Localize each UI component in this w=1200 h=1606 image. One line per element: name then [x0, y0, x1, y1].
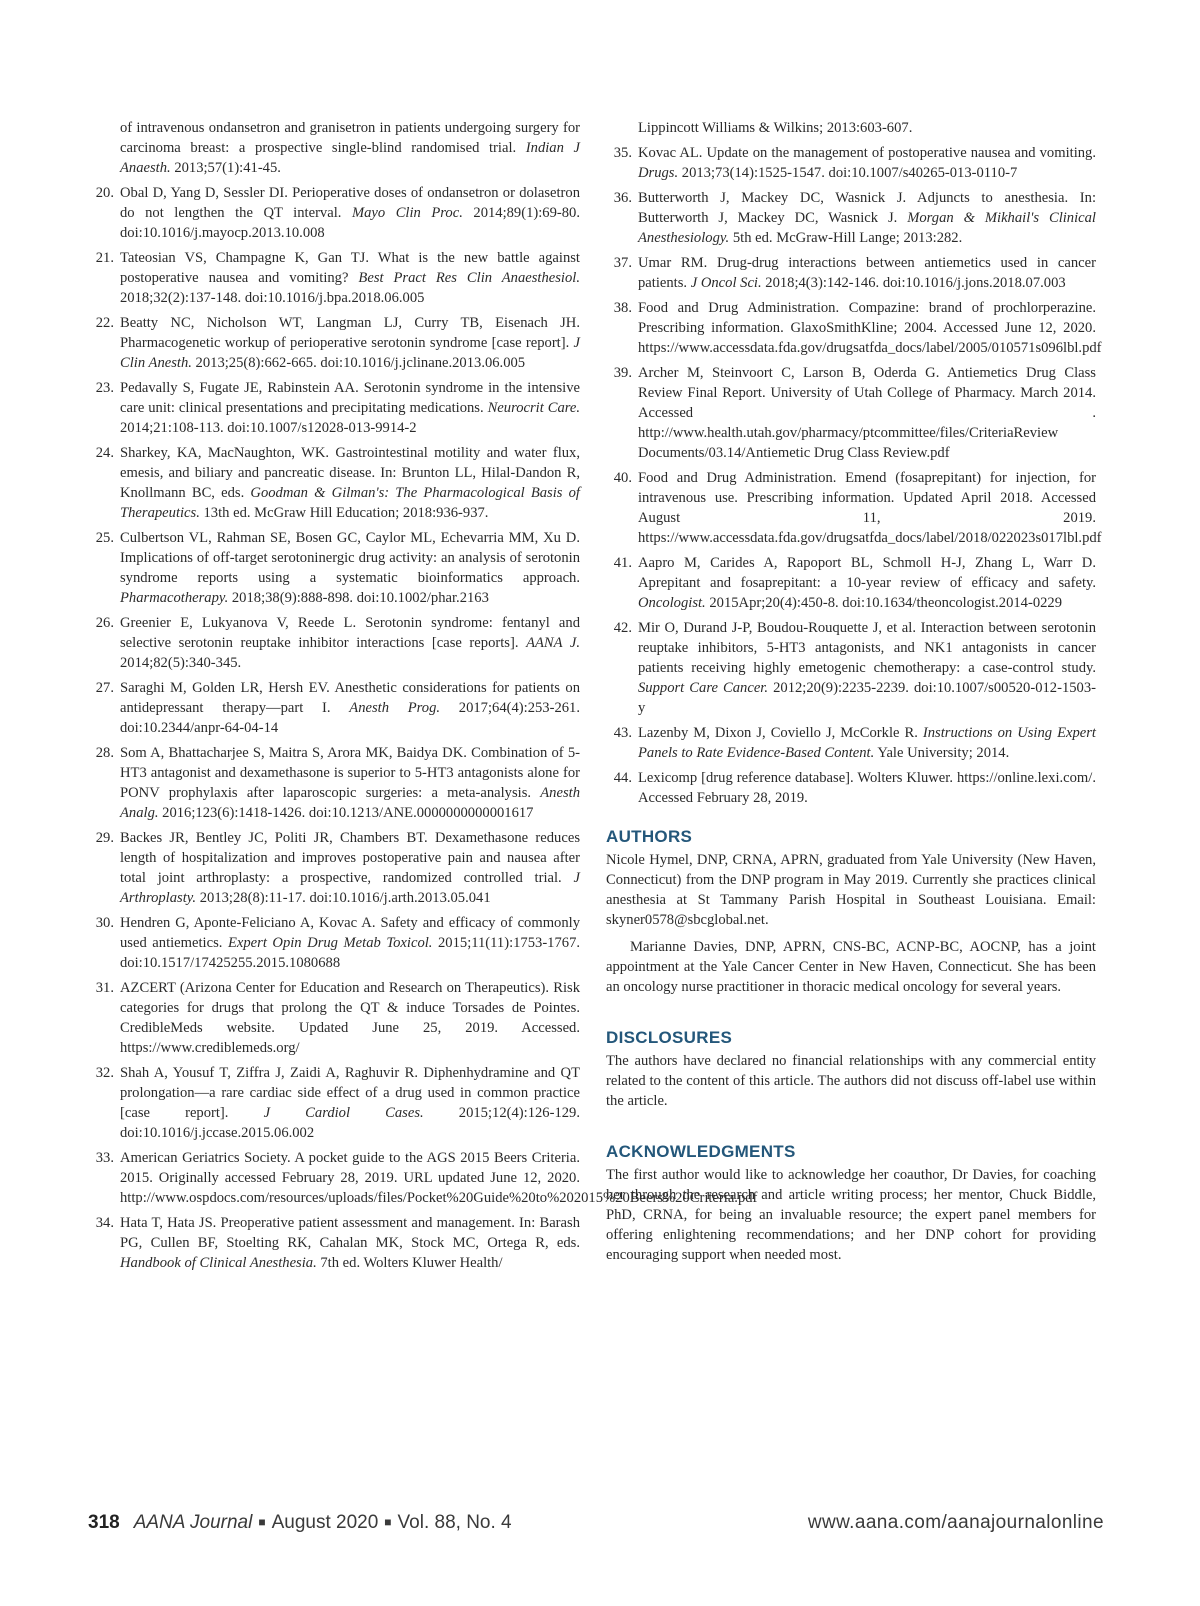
reference-number: 36. [613, 190, 632, 206]
reference-text: Umar RM. Drug-drug interactions between antiemetics used in cancer patients. [638, 255, 1096, 291]
acknowledgments-heading: ACKNOWLEDGMENTS [606, 1142, 796, 1161]
reference-text: Som A, Bhattacharjee S, Maitra S, Arora MK, Baidya DK. Combination of 5-HT3 antagonist and dexamethasone is superior to 5-HT3 antagonists alone for PONV prophylaxis after laparoscopic surgeries: a meta-analysis. [120, 745, 580, 801]
reference-item [606, 768, 1096, 808]
reference-source: Indian J Anaesth. [120, 140, 580, 176]
reference-text: 2017;64(4):253-261. doi:10.2344/anpr-64-04-14 [120, 700, 580, 736]
reference-number: 28. [95, 745, 114, 761]
reference-source: Best Pract Res Clin Anaesthesiol. [358, 270, 580, 286]
reference-item [606, 118, 1096, 138]
reference-item [606, 298, 1102, 358]
reference-text: 2018;4(3):142-146. doi:10.1016/j.jons.2018.07.003 [761, 275, 1066, 291]
reference-item [88, 183, 580, 243]
reference-number: 41. [613, 555, 632, 571]
reference-text: 2015;12(4):126-129. doi:10.1016/j.jccase.2015.06.002 [120, 1105, 580, 1141]
reference-source: Instructions on Using Expert Panels to Rate Evidence-Based Content. [638, 725, 1096, 761]
reference-text: Hendren G, Aponte-Feliciano A, Kovac A. Safety and efficacy of commonly used antiemetics. [120, 915, 580, 951]
journal-url[interactable]: www.aana.com/aanajournalonline [807, 1512, 1104, 1533]
reference-number: 35. [613, 145, 632, 161]
reference-source: Neurocrit Care. [487, 400, 581, 416]
page-number: 318 [88, 1512, 120, 1533]
reference-text: 7th ed. Wolters Kluwer Health/ [316, 1255, 503, 1271]
reference-number: 22. [95, 315, 114, 331]
reference-source: Morgan & Mikhail's Clinical Anesthesiology. [638, 210, 1096, 246]
disclosures-section [606, 1027, 1096, 1111]
reference-source: J Oncol Sci. [690, 275, 762, 291]
reference-number: 32. [95, 1065, 114, 1081]
reference-number: 42. [613, 620, 632, 636]
reference-text: 13th ed. McGraw Hill Education; 2018:936-937. [199, 505, 489, 521]
reference-source: Handbook of Clinical Anesthesia. [120, 1255, 317, 1271]
reference-number: 27. [95, 680, 114, 696]
reference-text: 2014;82(5):340-345. [120, 655, 242, 671]
reference-text: 2014;21:108-113. doi:10.1007/s12028-013-9914-2 [120, 420, 417, 436]
reference-text: Food and Drug Administration. Compazine: brand of prochlorperazine. Prescribing information. GlaxoSmithKline; 2004. Accessed June 12, 2020. https://www.accessdata.fda.gov/drugsatfda_docs/label/2005/010571s096lbl.pdf [638, 300, 1102, 356]
reference-text: 2015Apr;20(4):450-8. doi:10.1634/theoncologist.2014-0229 [705, 595, 1063, 611]
reference-item [88, 248, 580, 308]
reference-item [88, 443, 580, 523]
reference-text: 2018;38(9):888-898. doi:10.1002/phar.2163 [228, 590, 489, 606]
reference-source: J Arthroplasty. [120, 870, 580, 906]
reference-number: 25. [95, 530, 114, 546]
authors-section [606, 826, 1096, 997]
reference-item [88, 1213, 580, 1273]
reference-text: Tateosian VS, Champagne K, Gan TJ. What is the new battle against postoperative nausea and vomiting? [120, 250, 580, 286]
reference-text: 2013;25(8):662-665. doi:10.1016/j.jclinane.2013.06.005 [191, 355, 526, 371]
reference-text: Backes JR, Bentley JC, Politi JR, Chambers BT. Dexamethasone reduces length of hospitalization and improves postoperative pain and nausea after total joint arthroplasty: a prospective, randomized controlled trial. [120, 830, 580, 886]
reference-text: Butterworth J, Mackey DC, Wasnick J. Adjuncts to anesthesia. In: Butterworth J, Mackey DC, Wasnick J. [638, 190, 1096, 226]
reference-text: 2016;123(6):1418-1426. doi:10.1213/ANE.0000000000001617 [158, 805, 534, 821]
reference-item [88, 1063, 580, 1143]
reference-text: Mir O, Durand J-P, Boudou-Rouquette J, et al. Interaction between serotonin reuptake inhibitors, 5-HT3 antagonists, and NK1 antagonists in cancer patients receiving highly emetogenic chemotherapy: a case-control study. [638, 620, 1096, 676]
reference-source: Anesth Analg. [120, 785, 580, 821]
disclosures-text: The authors have declared no financial relationships with any commercial entity related to the content of this article. The authors did not discuss off-label use within the article. [606, 1053, 1096, 1109]
reference-text: Lexicomp [drug reference database]. Wolters Kluwer. https://online.lexi.com/. Accessed February 28, 2019. [638, 770, 1096, 806]
reference-text: Hata T, Hata JS. Preoperative patient assessment and management. In: Barash PG, Cullen BF, Stoelting RK, Cahalan MK, Stock MC, Ortega R, eds. [120, 1215, 580, 1251]
reference-item [88, 313, 580, 373]
reference-number: 26. [95, 615, 114, 631]
reference-text: Sharkey, KA, MacNaughton, WK. Gastrointestinal motility and water flux, emesis, and biliary and pancreatic disease. In: Brunton LL, Hilal-Dandon R, Knollmann BC, eds. [120, 445, 580, 501]
reference-number: 44. [613, 770, 632, 786]
reference-number: 34. [95, 1215, 114, 1231]
reference-item [606, 468, 1102, 548]
reference-text: 2013;28(8):11-17. doi:10.1016/j.arth.2013.05.041 [196, 890, 491, 906]
reference-text: Greenier E, Lukyanova V, Reede L. Serotonin syndrome: fentanyl and selective serotonin reuptake inhibitor interactions [case reports]. [120, 615, 580, 651]
separator-icon: ■ [384, 1515, 392, 1529]
reference-item [88, 118, 580, 178]
reference-item [606, 618, 1096, 718]
reference-text: of intravenous ondansetron and granisetron in patients undergoing surgery for carcinoma breast: a prospective single-blind randomised trial. [120, 120, 580, 156]
acknowledgments-text: The first author would like to acknowledge her coauthor, Dr Davies, for coaching her through the research and article writing process; her mentor, Chuck Biddle, PhD, CRNA, for being an invaluable resource; the expert panel members for offering enlightening recommendations; and her DNP cohort for providing encouraging support when needed most. [606, 1167, 1096, 1263]
reference-text: Culbertson VL, Rahman SE, Bosen GC, Caylor ML, Echevarria MM, Xu D. Implications of off-target serotoninergic drug activity: an analysis of serotonin syndrome reports using a systematic bioinformatics approach. [120, 530, 580, 586]
reference-text: Yale University; 2014. [874, 745, 1010, 761]
reference-number: 40. [613, 470, 632, 486]
reference-item [606, 253, 1096, 293]
reference-item [606, 188, 1096, 248]
reference-number: 23. [95, 380, 114, 396]
reference-text: American Geriatrics Society. A pocket guide to the AGS 2015 Beers Criteria. 2015. Originally accessed February 28, 2019. URL updated June 12, 2020. http://www.ospdocs.com/resources/uploads/files/Pocket%20Guide%20to%202015%20Beers%20Criteria.pdf [120, 1150, 758, 1206]
authors-heading: AUTHORS [606, 827, 693, 846]
journal-name: AANA Journal [133, 1512, 253, 1533]
reference-text: 2013;73(14):1525-1547. doi:10.1007/s40265-013-0110-7 [678, 165, 1018, 181]
reference-text: 2013;57(1):41-45. [170, 160, 281, 176]
reference-number: 20. [95, 185, 114, 201]
reference-number: 21. [95, 250, 114, 266]
reference-source: Oncologist. [638, 595, 706, 611]
reference-text: Obal D, Yang D, Sessler DI. Perioperative doses of ondansetron or dolasetron do not lengthen the QT interval. [120, 185, 580, 221]
reference-source: Expert Opin Drug Metab Toxicol. [227, 935, 433, 951]
reference-text: 2012;20(9):2235-2239. doi:10.1007/s00520-012-1503-y [638, 680, 1096, 716]
reference-text: 2014;89(1):69-80. doi:10.1016/j.mayocp.2013.10.008 [120, 205, 580, 241]
issue-date: August 2020 [271, 1512, 379, 1533]
reference-source: AANA J. [526, 635, 580, 651]
reference-text: Saraghi M, Golden LR, Hersh EV. Anesthetic considerations for patients on antidepressant therapy—part I. [120, 680, 580, 716]
page-footer [88, 1512, 1104, 1540]
reference-text: Shah A, Yousuf T, Ziffra J, Zaidi A, Raghuvir R. Diphenhydramine and QT prolongation—a rare cardiac side effect of a drug used in common practice [case report]. [120, 1065, 580, 1121]
reference-text: Lazenby M, Dixon J, Coviello J, McCorkle R. [638, 725, 923, 741]
right-column [606, 118, 1102, 1265]
disclosures-heading: DISCLOSURES [606, 1028, 733, 1047]
reference-item [88, 613, 580, 673]
acknowledgments-section [606, 1141, 1096, 1265]
reference-item [88, 913, 580, 973]
reference-item [88, 378, 580, 438]
reference-text: 2018;32(2):137-148. doi:10.1016/j.bpa.2018.06.005 [120, 290, 425, 306]
reference-item [606, 143, 1096, 183]
reference-item [88, 743, 580, 823]
reference-item [606, 723, 1096, 763]
reference-source: J Cardiol Cases. [263, 1105, 424, 1121]
reference-source: Support Care Cancer. [638, 680, 769, 696]
reference-item [88, 678, 580, 738]
reference-source: Goodman & Gilman's: The Pharmacological Basis of Therapeutics. [120, 485, 580, 521]
reference-text: Beatty NC, Nicholson WT, Langman LJ, Curry TB, Eisenach JH. Pharmacogenetic workup of perioperative serotonin syndrome [case report]. [120, 315, 580, 351]
reference-source: Mayo Clin Proc. [351, 205, 463, 221]
reference-text: AZCERT (Arizona Center for Education and Research on Therapeutics). Risk categories for drugs that prolong the QT & induce Torsades de Pointes. CredibleMeds website. Updated June 25, 2019. Accessed. https://www.crediblemeds.org/ [120, 980, 580, 1056]
reference-number: 31. [95, 980, 114, 996]
reference-number: 37. [613, 255, 632, 271]
reference-text: Lippincott Williams & Wilkins; 2013:603-607. [638, 120, 913, 136]
reference-text: 5th ed. McGraw-Hill Lange; 2013:282. [729, 230, 963, 246]
reference-text: Food and Drug Administration. Emend (fosaprepitant) for injection, for intravenous use. Prescribing information. Updated April 2018. Accessed August 11, 2019. https://www.accessdata.fda.gov/drugsatfda_docs/label/2018/022023s017lbl.pdf [638, 470, 1102, 546]
reference-list-right [606, 118, 1102, 808]
reference-item [88, 828, 580, 908]
reference-text: 2015;11(11):1753-1767. doi:10.1517/17425255.2015.1080688 [120, 935, 581, 971]
reference-text: Archer M, Steinvoort C, Larson B, Oderda G. Antiemetics Drug Class Review Final Report. University of Utah College of Pharmacy. March 2014. Accessed . http://www.health.utah.gov/pharmacy/ptcommittee/files/CriteriaReview Documents/03.14/Antiemetic Drug Class Review.pdf [638, 365, 1096, 461]
reference-text: Aapro M, Carides A, Rapoport BL, Schmoll H-J, Zhang L, Warr D. Aprepitant and fosaprepitant: a 10-year review of efficacy and safety. [638, 555, 1096, 591]
reference-number: 30. [95, 915, 114, 931]
reference-number: 38. [613, 300, 632, 316]
reference-number: 43. [613, 725, 632, 741]
reference-item [88, 528, 580, 608]
issue-volume: Vol. 88, No. 4 [397, 1512, 512, 1533]
reference-item [606, 363, 1096, 463]
reference-text: Kovac AL. Update on the management of postoperative nausea and vomiting. [638, 145, 1096, 161]
reference-number: 39. [613, 365, 632, 381]
reference-number: 24. [95, 445, 114, 461]
reference-source: Anesth Prog. [349, 700, 441, 716]
reference-source: Drugs. [638, 165, 679, 181]
reference-source: Pharmacotherapy. [120, 590, 229, 606]
reference-text: Pedavally S, Fugate JE, Rabinstein AA. Serotonin syndrome in the intensive care unit: clinical presentations and precipitating medications. [120, 380, 580, 416]
reference-item [88, 978, 580, 1058]
author-bio-2: Marianne Davies, DNP, APRN, CNS-BC, ACNP-BC, AOCNP, has a joint appointment at the Yale Cancer Center in New Haven, Connecticut. She has been an oncology nurse practitioner in thoracic medical oncology for several years. [606, 939, 1096, 995]
reference-item [606, 553, 1096, 613]
author-bio-1: Nicole Hymel, DNP, CRNA, APRN, graduated from Yale University (New Haven, Connecticut) from the DNP program in May 2019. Currently she practices clinical anesthesia at St Tammany Parish Hospital in Southeast Louisiana. Email: skyner0578@sbcglobal.net. [606, 852, 1096, 928]
reference-number: 33. [95, 1150, 114, 1166]
separator-icon: ■ [258, 1515, 266, 1529]
reference-number: 29. [95, 830, 114, 846]
reference-source: J Clin Anesth. [120, 335, 580, 371]
